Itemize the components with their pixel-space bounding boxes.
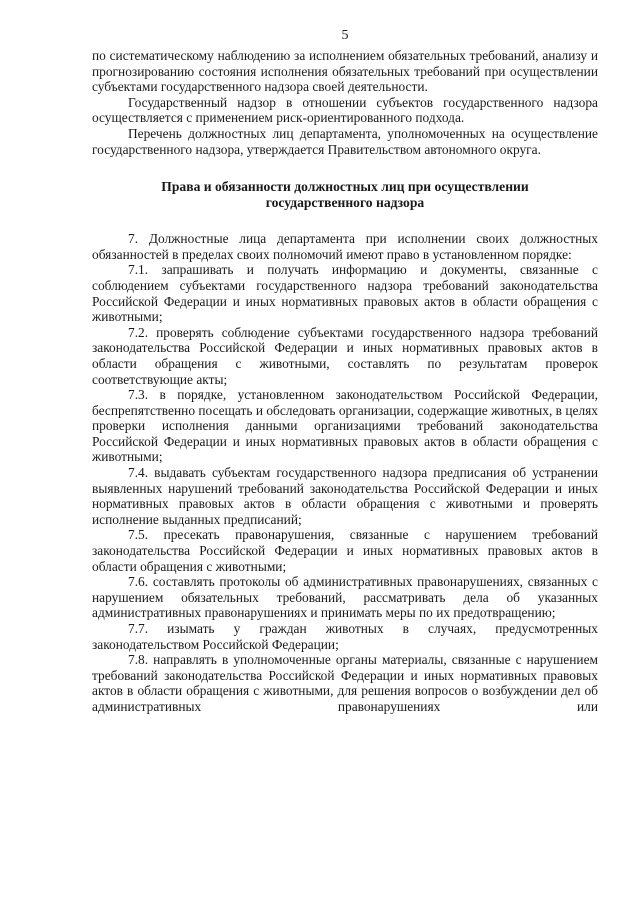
section-heading-line-1: Права и обязанности должностных лиц при осуществлении	[161, 179, 529, 195]
document-page	[92, 28, 598, 715]
page-number: 5	[341, 28, 349, 43]
clause-7-1: 7.1. запрашивать и получать информацию и документы, связанные с соблюдением субъектами государственного надзора требований законодательства Российской Федерации и иных нормативных правовых актов в области обращения с животными;	[92, 262, 598, 325]
intro-section	[92, 48, 598, 157]
clause-7-7: 7.7. изымать у граждан животных в случаях, предусмотренных законодательством Российской Федерации;	[92, 621, 598, 652]
intro-paragraph-officials-list: Перечень должностных лиц департамента, уполномоченных на осуществление государственного надзора, утверждается Правительством автономного округа.	[92, 125, 598, 157]
clauses-section	[92, 231, 598, 714]
section-heading	[92, 179, 598, 211]
clause-7-5: 7.5. пресекать правонарушения, связанные с нарушением требований законодательства Российской Федерации и иных нормативных правовых актов в области обращения с животными;	[92, 527, 598, 574]
intro-paragraph-continuation: по систематическому наблюдению за исполнением обязательных требований, анализу и прогнозированию состояния исполнения обязательных требований при осуществлении субъектами государственного надзора своей деятельности.	[92, 48, 598, 95]
clause-7-6: 7.6. составлять протоколы об административных правонарушениях, связанных с нарушением обязательных требований, рассматривать дела об указанных административных правонарушениях и принимать меры по их предотвращению;	[92, 574, 598, 621]
clause-7-2: 7.2. проверять соблюдение субъектами государственного надзора требований законодательства Российской Федерации и иных нормативных правовых актов в области обращения с животными, составлять по результатам проверок соответствующие акты;	[92, 324, 598, 387]
section-heading-line-2: государственного надзора	[265, 195, 425, 211]
intro-paragraph-risk-approach: Государственный надзор в отношении субъектов государственного надзора осуществляется с применением риск-ориентированного подхода.	[92, 94, 598, 126]
clause-7-3: 7.3. в порядке, установленном законодательством Российской Федерации, беспрепятственно посещать и обследовать организации, содержащие животных, в целях проверки исполнения данными организациями требований законодательства Российской Федерации и иных нормативных правовых актов в области обращения с животными;	[92, 387, 598, 465]
clause-7-8: 7.8. направлять в уполномоченные органы материалы, связанные с нарушением требований законодательства Российской Федерации и иных нормативных правовых актов в области обращения с животными, для решения вопросов о возбуждении дел об административных правонарушениях или	[92, 652, 598, 714]
clause-7: 7. Должностные лица департамента при исполнении своих должностных обязанностей в пределах своих полномочий имеют право в установленном порядке:	[92, 231, 598, 262]
clause-7-4: 7.4. выдавать субъектам государственного надзора предписания об устранении выявленных нарушений требований законодательства Российской Федерации и иных нормативных правовых актов в области обращения с животными и проверять исполнение выданных предписаний;	[92, 465, 598, 527]
